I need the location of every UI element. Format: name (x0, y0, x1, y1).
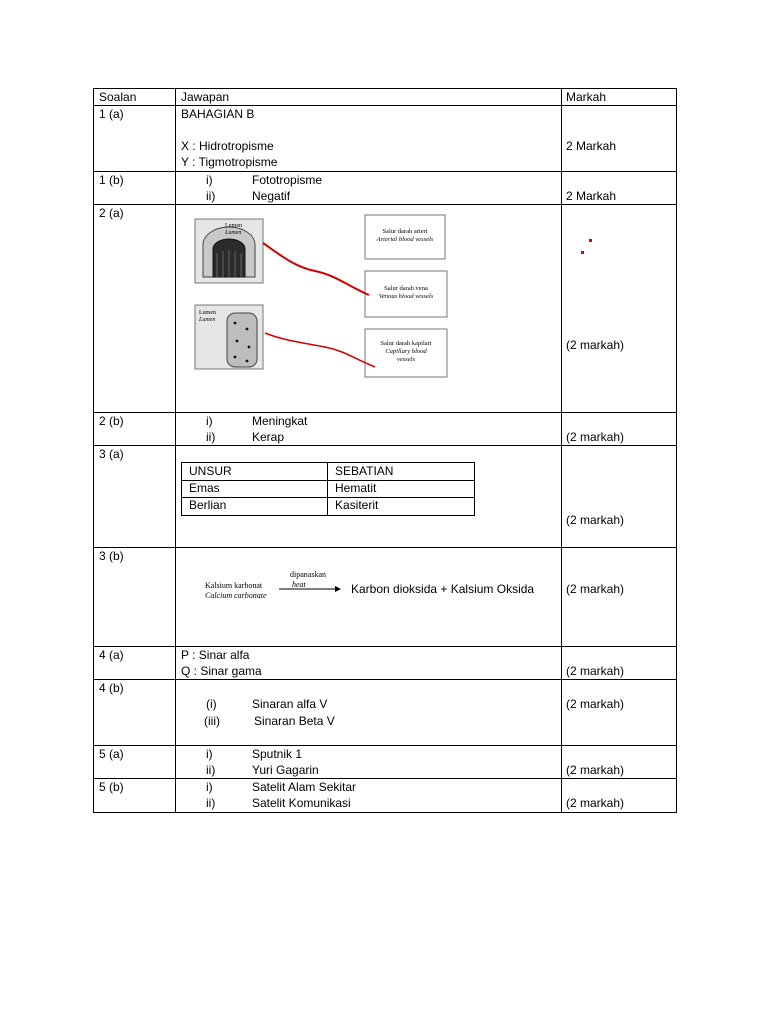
header-soalan: Soalan (99, 90, 137, 104)
answer-line: Sinaran alfa V (252, 697, 328, 711)
column-divider (175, 88, 176, 812)
marks: (2 markah) (566, 796, 625, 810)
answer-line: Y : Tigmotropisme (181, 155, 278, 169)
question-number: 3 (a) (99, 447, 124, 461)
answer-line: Yuri Gagarin (252, 763, 319, 777)
answer-index: (iii) (204, 714, 220, 728)
column-divider (327, 463, 328, 515)
header-markah: Markah (566, 90, 607, 104)
reaction-arrow-icon (279, 585, 343, 593)
condition-label: heat (292, 580, 306, 589)
lumen-label: Lumen (199, 310, 216, 316)
answer-line: Q : Sinar gama (181, 664, 262, 678)
marks: (2 markah) (566, 697, 625, 711)
answer-index: ii) (206, 430, 216, 444)
answer-index: ii) (206, 189, 216, 203)
answer-line: Sinaran Beta V (254, 714, 335, 728)
answer-line: Meningkat (252, 414, 308, 428)
table-header: UNSUR (189, 464, 232, 478)
question-number: 4 (a) (99, 648, 124, 662)
table-cell: Emas (189, 481, 220, 495)
box-label: Salur darah kapilari (380, 340, 432, 347)
table-cell: Hematit (335, 481, 377, 495)
reactant-label: Calcium carbonate (205, 591, 267, 600)
answer-line: Fototropisme (252, 173, 323, 187)
answer-index: i) (206, 414, 213, 428)
table-row (93, 547, 677, 647)
section-title: BAHAGIAN B (181, 107, 255, 121)
question-number: 4 (b) (99, 681, 124, 695)
product-label: Karbon dioksida + Kalsium Oksida (351, 582, 535, 596)
ink-dot (581, 251, 584, 254)
box-label: Salur darah arteri (382, 228, 428, 235)
answer-index: ii) (206, 796, 216, 810)
answer-line: Sputnik 1 (252, 747, 303, 761)
box-label: vessels (396, 356, 416, 363)
match-line (265, 333, 375, 367)
answer-line: P : Sinar alfa (181, 648, 250, 662)
answer-line: X : Hidrotropisme (181, 139, 274, 153)
box-label: Arterial blood vessels (376, 236, 434, 243)
answer-index: (i) (206, 697, 217, 711)
lumen-label: Lumen (199, 317, 216, 323)
blood-vessel-diagram (185, 205, 450, 385)
box-label: Salur darah vena (384, 285, 428, 292)
table-row (93, 679, 677, 746)
marks: (2 markah) (566, 664, 625, 678)
header-jawapan: Jawapan (181, 90, 230, 104)
marks: (2 markah) (566, 430, 625, 444)
question-number: 1 (a) (99, 107, 124, 121)
lumen-label: Lumen (225, 230, 242, 236)
answer-line: Negatif (252, 189, 291, 203)
marks: (2 markah) (566, 513, 625, 527)
table-cell: Kasiterit (335, 498, 379, 512)
ink-dot (589, 239, 592, 242)
table-header: SEBATIAN (335, 464, 394, 478)
condition-label: dipanaskan (290, 570, 326, 579)
question-number: 1 (b) (99, 173, 124, 187)
lumen-label: Lumen (225, 223, 242, 229)
reactant-label: Kalsium karbonat (205, 581, 263, 590)
column-divider (561, 88, 562, 812)
table-row (182, 480, 474, 481)
question-number: 2 (a) (99, 206, 124, 220)
answer-line: Satelit Alam Sekitar (252, 780, 357, 794)
answer-line: Satelit Komunikasi (252, 796, 351, 810)
answer-index: i) (206, 173, 213, 187)
marks: (2 markah) (566, 763, 625, 777)
answer-index: i) (206, 747, 213, 761)
answer-index: ii) (206, 763, 216, 777)
marks: (2 markah) (566, 582, 625, 596)
marks: 2 Markah (566, 189, 617, 203)
question-number: 2 (b) (99, 414, 124, 428)
marks: 2 Markah (566, 139, 617, 153)
question-number: 3 (b) (99, 549, 124, 563)
question-number: 5 (a) (99, 747, 124, 761)
box-label: Venous blood vessels (378, 293, 434, 300)
marks: (2 markah) (566, 338, 625, 352)
match-line (263, 243, 369, 295)
answer-index: i) (206, 780, 213, 794)
question-number: 5 (b) (99, 780, 124, 794)
answer-line: Kerap (252, 430, 285, 444)
table-cell: Berlian (189, 498, 227, 512)
box-label: Capillary blood (385, 348, 427, 355)
